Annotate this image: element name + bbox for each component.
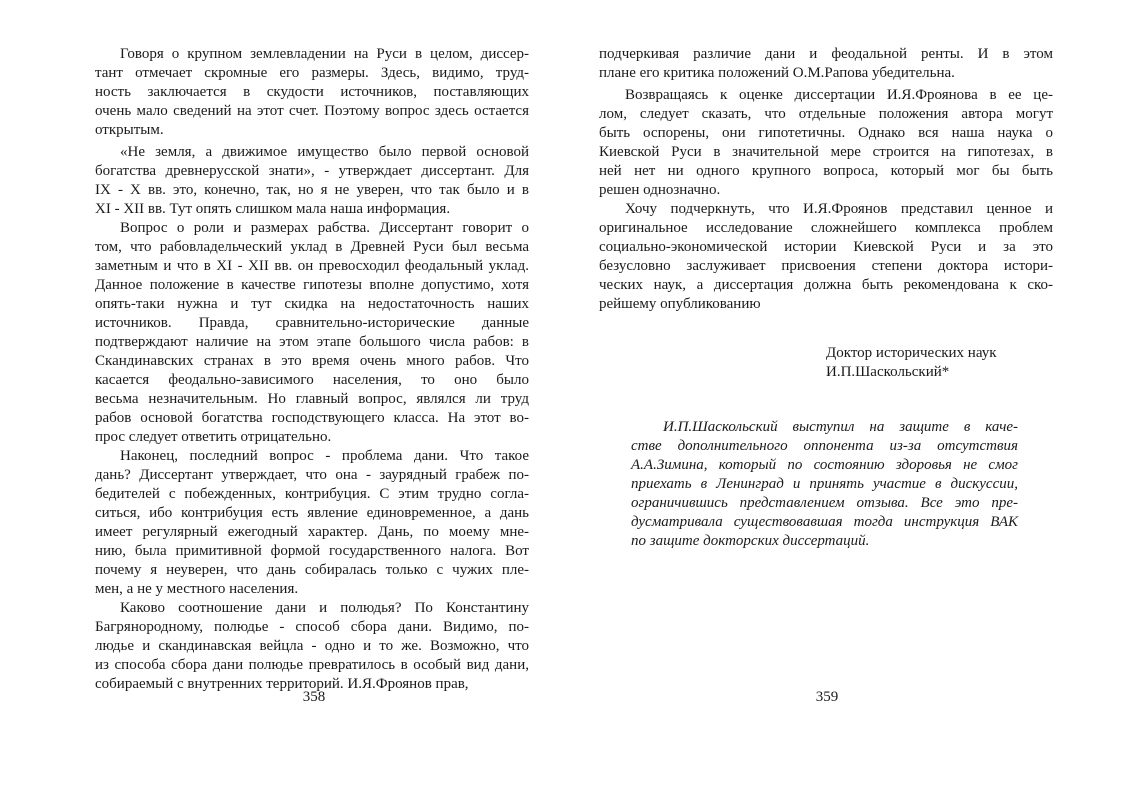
right-page [565, 0, 1131, 800]
left-page [0, 0, 565, 800]
text-line: Возвращаясь к оценке диссертации И.Я.Фроянова в ее це- [625, 87, 1053, 103]
text-line: «Не земля, а движимое имущество было первой основой [120, 144, 529, 160]
text-line: оригинальное исследование сложнейшего комплекса проблем [599, 220, 1053, 236]
footnote-line: А.А.Зимина, который по состоянию здоровья не смог [631, 457, 1018, 473]
text-line: рабов основой богатства господствующего класса. На этот во- [95, 410, 529, 426]
text-line: очень мало сведений на этот счет. Поэтому вопрос здесь остается [95, 103, 529, 119]
text-line: весьма незначительным. Но главный вопрос, являлся ли труд [95, 391, 529, 407]
text-line: безусловно заслуживает присвоения степени доктора истори- [599, 258, 1053, 274]
text-line: касается феодально-зависимого населения, то оно было [95, 372, 529, 388]
page-number: 358 [302, 689, 326, 705]
text-line: рейшему опубликованию [599, 296, 761, 312]
text-line: ней нет ни одного крупного вопроса, который мог бы быть [599, 163, 1053, 179]
signature-title: Доктор исторических наук [826, 345, 997, 361]
text-line: ситься, ибо контрибуция есть явление единовременное, а дань [95, 505, 529, 521]
text-line: IX - X вв. это, конечно, так, но я не уверен, что так было и в [95, 182, 529, 198]
text-line: том, что рабовладельческий уклад в Древней Руси был весьма [95, 239, 529, 255]
text-line: дань? Диссертант утверждает, что она - заурядный грабеж по- [95, 467, 529, 483]
text-line: подтверждают наличие на этом этапе большого числа рабов: в [95, 334, 529, 350]
text-line: Киевской Руси в значительной мере строится на гипотезах, в [599, 144, 1053, 160]
text-line: источников. Правда, сравнительно-исторические данные [95, 315, 529, 331]
footnote-line: ограничившись представлением отзыва. Все это пре- [631, 495, 1018, 511]
footnote-line: дусматривала существовавшая тогда инструкция ВАК [631, 514, 1018, 530]
text-line: почему я неуверен, что дань собиралась только с чужих пле- [95, 562, 529, 578]
footnote-line: по защите докторских диссертаций. [631, 533, 870, 549]
text-line: плане его критика положений О.М.Рапова убедительна. [599, 65, 955, 81]
text-line: подчеркивая различие дани и феодальной ренты. И в этом [599, 46, 1053, 62]
text-line: ческих наук, а диссертация должна быть рекомендована к ско- [599, 277, 1053, 293]
text-line: Каково соотношение дани и полюдья? По Константину [120, 600, 529, 616]
text-line: богатства древнерусской знати», - утверждает диссертант. Для [95, 163, 529, 179]
text-line: социально-экономической истории Киевской Руси и за это [599, 239, 1053, 255]
page-number: 359 [815, 689, 839, 705]
text-line: открытым. [95, 122, 164, 138]
text-line: Наконец, последний вопрос - проблема дани. Что такое [120, 448, 529, 464]
text-line: прос следует ответить отрицательно. [95, 429, 332, 445]
text-line: опять-таки нужна и тут скидка на недостаточность наших [95, 296, 529, 312]
text-line: Скандинавских странах в это время очень много рабов. Что [95, 353, 529, 369]
footnote-line: стве дополнительного оппонента из-за отсутствия [631, 438, 1018, 454]
footnote-line: приехать в Ленинград и принять участие в дискуссии, [631, 476, 1018, 492]
text-line: XI - XII вв. Тут опять слишком мала наша информация. [95, 201, 451, 217]
text-line: Хочу подчеркнуть, что И.Я.Фроянов представил ценное и [625, 201, 1053, 217]
text-line: Говоря о крупном землевладении на Руси в целом, диссер- [120, 46, 529, 62]
text-line: из способа сбора дани полюдье превратилось в особый вид дани, [95, 657, 529, 673]
text-line: мен, а не у местного населения. [95, 581, 299, 597]
text-line: собираемый с внутренних территорий. И.Я.Фроянов прав, [95, 676, 469, 692]
text-line: Багрянородному, полюдье - способ сбора дани. Видимо, по- [95, 619, 529, 635]
text-line: людье и скандинавская вейцла - одно и то же. Возможно, что [95, 638, 529, 654]
signature-name: И.П.Шаскольский* [826, 364, 950, 380]
text-line: ность заключается в скудости источников, поставляющих [95, 84, 529, 100]
text-line: Вопрос о роли и размерах рабства. Диссертант говорит о [120, 220, 529, 236]
text-line: бедителей с побежденных, контрибуция. С этим трудно согла- [95, 486, 529, 502]
text-line: Данное положение в качестве гипотезы вполне допустимо, хотя [95, 277, 529, 293]
text-line: заметным и что в XI - XII вв. он превосходил феодальный уклад. [95, 258, 529, 274]
text-line: решен однозначно. [599, 182, 721, 198]
text-line: тант отмечает скромные его размеры. Здесь, видимо, труд- [95, 65, 529, 81]
text-line: нию, была примитивной формой государственного налога. Вот [95, 543, 529, 559]
text-line: лом, следует сказать, что отдельные положения автора могут [599, 106, 1053, 122]
footnote-line: И.П.Шаскольский выступил на защите в каче- [663, 419, 1018, 435]
text-line: имеет регулярный ежегодный характер. Дань, по моему мне- [95, 524, 529, 540]
text-line: быть оспорены, они гипотетичны. Однако вся наша наука о [599, 125, 1053, 141]
